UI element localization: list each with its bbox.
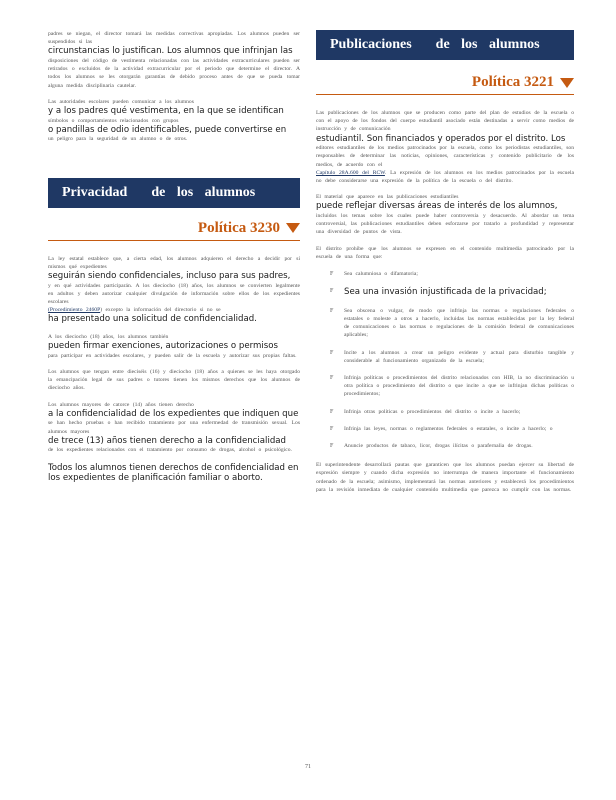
text-line-with-link [48, 306, 300, 314]
text-line-large: de trece (13) años tienen derecho a la confidencialidad [48, 435, 287, 446]
text-line: Incite a los alumnos a crear un peligro evidente y actual para disturbio tangible y considerable al funcionamiento organizado de la escuela; [344, 349, 574, 364]
text-line: La ley estatal establece que, a cierta edad, los alumnos adquieren el derecho a decidir por sí mismos qué expedientes [48, 255, 300, 270]
policy-number-3230: Política 3230 [197, 219, 280, 236]
text-line: Las autoridades escolares pueden comunicar a los alumnos [48, 98, 194, 105]
section-title-publications-tail: de los alumnos [435, 37, 540, 52]
text-line-large: ha presentado una solicitud de confidencialidad. [48, 314, 257, 325]
bullet-marker: F [330, 443, 334, 450]
bullet-marker: F [330, 288, 334, 295]
prohibited-content-list [316, 270, 574, 450]
text-line: disposiciones del código de vestimenta relacionadas con las actividades extracurriculares pueden ser retirados o excluidos de la actividad extracurricular por el periodo que determine el director. A todos los alumnos se les otorgarán garantías de debido proceso antes de que se pueda tomar alguna medida disciplinaria cautelar. [48, 58, 300, 89]
section-band-publications [316, 30, 574, 60]
list-item [316, 425, 574, 433]
text-line: para participar en actividades escolares, y pueden salir de la escuela y autorizar sus propias faltas. [48, 352, 297, 359]
text-line: símbolos o comportamientos relacionados con grupos [48, 117, 179, 124]
text-line: Sea obscena o vulgar, de modo que infrinja las normas o regulaciones federales o estatales o moleste a otros a hacerlo, incluidas las normas establecidas por la ley federal de comunicaciones o las normas o regulaciones de la comisión federal de comunicaciones aplicables; [344, 307, 574, 339]
list-item [316, 408, 574, 416]
bullet-marker: F [330, 425, 334, 432]
text-line: Infrinja las leyes, normas o reglamentos federales o estatales, o incite a hacerlo; o [344, 425, 553, 432]
privacy-body [48, 255, 300, 484]
reference-link[interactable]: Capítulo 28A.600 del RCW [316, 169, 385, 176]
paragraph-gap [48, 325, 300, 333]
reference-link[interactable]: (Procedimiento 2460P [48, 307, 101, 314]
paragraph-gap [316, 185, 574, 193]
list-item [316, 270, 574, 278]
section-title-privacy-tail: de los alumnos [151, 184, 256, 200]
text-line-large: seguirán siendo confidenciales, incluso para sus padres, [48, 271, 291, 282]
left-column [48, 30, 300, 484]
text-line-with-link [316, 169, 574, 185]
right-column [316, 30, 574, 494]
text-line-large: Todos los alumnos tienen derechos de confidencialidad en los expedientes de planificación familiar o aborto. [48, 462, 299, 484]
text-line: Anuncie productos de tabaco, licor, drogas ilícitas o parafernalia de drogas. [344, 443, 533, 450]
text-line: y en qué actividades participarán. A los dieciocho (18) años, los alumnos se convierten legalmente en adultos y deben autorizar cualquier divulgación de información sobre ellos de los expedientes escolares [48, 282, 300, 306]
section-title-publications: Publicaciones [330, 37, 412, 52]
paragraph-gap [316, 237, 574, 245]
text-line: El superintendente desarrollará pautas que garanticen que los alumnos puedan ejercer su libertad de expresión siempre y cuando dicha expresión no interrumpa de manera importante el funcionamiento ordenado de la escuela; asimismo, implementará las normas anteriores y establecerá los procedimientos para la revisión inmediata de cualquier contenido multimedia que parezca no cumplir con las normas. [316, 462, 574, 493]
text-line: incluidos los temas sobre los cuales puede haber controversia y desacuerdo. Al abordar un tema controversial, las publicaciones estudiantiles deben esforzarse por tratarlo a profundidad y representar una diversidad de puntos de vista. [316, 213, 574, 236]
text-line-large: pueden firmar exenciones, autorizaciones o permisos [48, 341, 278, 352]
text-line: un peligro para la seguridad de un alumno o de otros. [48, 136, 188, 143]
text-line-large: circunstancias lo justifican. Los alumnos que infrinjan las [48, 46, 293, 57]
paragraph-gap [48, 455, 300, 463]
text-line: Infrinja otras políticas o procedimientos del distrito o incite a hacerlo; [344, 408, 521, 415]
publications-closing [316, 461, 574, 494]
text-fragment: . La expresión de los alumnos en los medios patrocinados por la escuela no debe considerarse una expresión de la política de la escuela o del distrito. [316, 169, 574, 185]
text-line: se han hecho pruebas o han recibido tratamiento por una enfermedad de transmisión sexual. Los alumnos mayores [48, 420, 300, 435]
triangle-down-icon [286, 223, 300, 233]
bullet-marker: F [330, 271, 334, 278]
dress-code-continuation [48, 30, 300, 144]
bullet-marker: F [330, 375, 334, 382]
list-item [316, 307, 574, 340]
text-line: Sea calumniosa o difamatoria; [344, 271, 418, 278]
text-line: El material que aparece en las publicaciones estudiantiles [316, 194, 459, 201]
section-band-privacy [48, 178, 300, 208]
text-line: de los expedientes relacionados con el tratamiento por consumo de drogas, alcohol o psicológico. [48, 447, 292, 454]
text-line-large: o pandillas de odio identificables, puede convertirse en [48, 124, 287, 135]
publications-body [316, 109, 574, 261]
list-item [316, 374, 574, 399]
text-line: Infrinja políticas o procedimientos del distrito relacionados con HIB, la no discriminación u otra política o procedimiento del distrito o que incite a que se infrinjan dichas políticas o procedimientos; [344, 375, 574, 398]
text-line: padres se niegan, el director tomará las medidas correctivas apropiadas. Los alumnos pueden ser suspendidos si las [48, 31, 300, 46]
text-line-large: puede reflejar diversas áreas de interés de los alumnos, [316, 201, 558, 212]
text-line-large: Sea una invasión injustificada de la privacidad; [344, 287, 547, 298]
text-line: editores estudiantiles de los medios patrocinados por la escuela, como los periodistas estudiantiles, son responsables de determinar las noticias, opiniones, características y contenido publicitario de los medios, de acuerdo con el [316, 145, 574, 168]
text-fragment: ) excepto la información del directorio si no se [100, 307, 221, 314]
policy-number-3221: Política 3221 [471, 74, 554, 90]
text-line: Las publicaciones de los alumnos que se producen como parte del plan de estudios de la escuela o con el apoyo de los fondos del cuerpo estudiantil asociado están destinadas a servir como medios de instrucción y de comunicación [316, 110, 574, 133]
text-line: El distrito prohíbe que los alumnos se expresen en el contenido multimedia patrocinado por la escuela de una forma que: [316, 245, 574, 260]
triangle-down-icon [560, 78, 574, 88]
list-item [316, 287, 574, 298]
text-line: A los dieciocho (18) años, los alumnos también [48, 334, 169, 341]
policy-header-3221 [316, 74, 574, 91]
bullet-marker: F [330, 307, 334, 314]
policy-header-3230 [48, 220, 300, 237]
text-line-large: y a los padres qué vestimenta, en la que se identifican [48, 106, 284, 117]
paragraph-gap [48, 90, 300, 98]
bullet-marker: F [330, 349, 334, 356]
paragraph-gap [48, 360, 300, 368]
text-line: Los alumnos mayores de catorce (14) años tienen derecho [48, 401, 194, 408]
text-line-large: estudiantil. Son financiados y operados por el distrito. Los [316, 133, 566, 144]
page-number: 71 [305, 764, 311, 770]
paragraph-gap [48, 393, 300, 401]
section-title-privacy: Privacidad [62, 184, 128, 200]
list-item [316, 349, 574, 365]
text-line-large: a la confidencialidad de los expedientes que indiquen que [48, 408, 299, 419]
text-line: Los alumnos que tengan entre dieciséis (16) y dieciocho (18) años a quienes se les haya otorgado la emancipación legal de sus padres o tutores tienen los mismos derechos que los alumnos de dieciocho años. [48, 369, 300, 392]
list-item [316, 442, 574, 450]
bullet-marker: F [330, 408, 334, 415]
